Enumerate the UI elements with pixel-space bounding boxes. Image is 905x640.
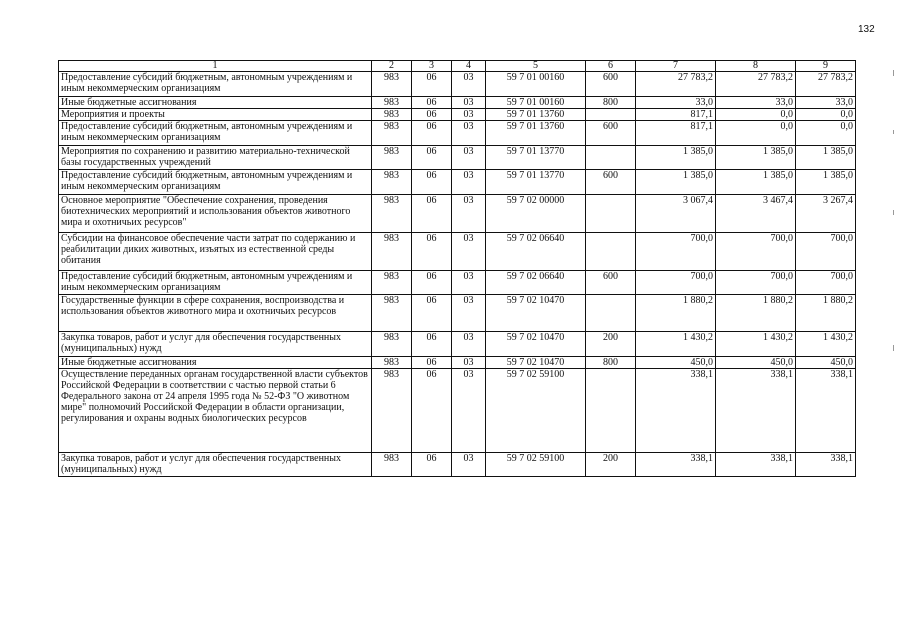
cell-amount-col8: 33,0: [716, 97, 796, 109]
row-name: Осуществление переданных органам государственной власти субъектов Российской Федерации в соответствии с частью первой статьи 6 Федерального закона от 24 апреля 1995 года № 52-ФЗ "О животном мире" полномочий Российской Федерации в области организации, регулирования и охраны водных биологических ресурсов: [59, 369, 372, 453]
table-row: [59, 332, 856, 357]
cell-expense-type: [586, 369, 636, 453]
cell-amount-col8: 1 430,2: [716, 332, 796, 357]
cell-target-article: 59 7 02 59100: [486, 369, 586, 453]
cell-amount-col7: 33,0: [636, 97, 716, 109]
table-row: [59, 109, 856, 121]
row-name: Предоставление субсидий бюджетным, автономным учреждениям и иным некоммерческим организациям: [59, 72, 372, 97]
cell-admin-code: 983: [372, 72, 412, 97]
cell-subsection: 03: [452, 233, 486, 271]
cell-admin-code: 983: [372, 109, 412, 121]
cell-subsection: 03: [452, 170, 486, 195]
cell-target-article: 59 7 02 10470: [486, 357, 586, 369]
table-row: [59, 295, 856, 332]
cell-amount-col8: 338,1: [716, 369, 796, 453]
cell-target-article: 59 7 01 13770: [486, 170, 586, 195]
row-name: Иные бюджетные ассигнования: [59, 357, 372, 369]
cell-amount-col8: 338,1: [716, 453, 796, 477]
cell-amount-col7: 3 067,4: [636, 195, 716, 233]
table-row: [59, 369, 856, 453]
column-header-7: 7: [636, 61, 716, 72]
cell-amount-col7: 338,1: [636, 453, 716, 477]
cell-amount-col9: 0,0: [796, 121, 856, 146]
cell-subsection: 03: [452, 271, 486, 295]
cell-target-article: 59 7 01 13760: [486, 109, 586, 121]
cell-amount-col7: 1 385,0: [636, 146, 716, 170]
column-header-6: 6: [586, 61, 636, 72]
cell-admin-code: 983: [372, 271, 412, 295]
column-header-5: 5: [486, 61, 586, 72]
cell-amount-col9: 338,1: [796, 453, 856, 477]
table-row: [59, 233, 856, 271]
cell-expense-type: [586, 146, 636, 170]
cell-amount-col8: 1 880,2: [716, 295, 796, 332]
cell-section: 06: [412, 146, 452, 170]
cell-amount-col9: 1 430,2: [796, 332, 856, 357]
cell-amount-col8: 700,0: [716, 233, 796, 271]
row-name: Предоставление субсидий бюджетным, автономным учреждениям и иным некоммерческим организациям: [59, 271, 372, 295]
cell-target-article: 59 7 02 06640: [486, 271, 586, 295]
table-row: [59, 72, 856, 97]
table-header-row: [59, 61, 856, 72]
cell-amount-col7: 700,0: [636, 233, 716, 271]
cell-subsection: 03: [452, 121, 486, 146]
cell-amount-col7: 450,0: [636, 357, 716, 369]
cell-expense-type: 200: [586, 453, 636, 477]
cell-amount-col9: 1 385,0: [796, 146, 856, 170]
scan-edge-mark: [893, 70, 894, 76]
cell-subsection: 03: [452, 357, 486, 369]
cell-amount-col9: 700,0: [796, 271, 856, 295]
table-row: [59, 121, 856, 146]
cell-subsection: 03: [452, 146, 486, 170]
cell-admin-code: 983: [372, 170, 412, 195]
column-header-1: 1: [59, 61, 372, 72]
cell-target-article: 59 7 01 13760: [486, 121, 586, 146]
row-name: Субсидии на финансовое обеспечение части затрат по содержанию и реабилитации диких животных, изъятых из естественной среды обитания: [59, 233, 372, 271]
cell-amount-col7: 1 430,2: [636, 332, 716, 357]
cell-amount-col8: 27 783,2: [716, 72, 796, 97]
cell-expense-type: 200: [586, 332, 636, 357]
cell-section: 06: [412, 332, 452, 357]
table-row: [59, 170, 856, 195]
cell-subsection: 03: [452, 295, 486, 332]
scan-edge-mark: [893, 130, 894, 134]
cell-section: 06: [412, 72, 452, 97]
row-name: Мероприятия и проекты: [59, 109, 372, 121]
table-row: [59, 195, 856, 233]
row-name: Закупка товаров, работ и услуг для обеспечения государственных (муниципальных) нужд: [59, 453, 372, 477]
table-row: [59, 146, 856, 170]
cell-section: 06: [412, 453, 452, 477]
cell-admin-code: 983: [372, 332, 412, 357]
row-name: Предоставление субсидий бюджетным, автономным учреждениям и иным некоммерческим организациям: [59, 121, 372, 146]
row-name: Мероприятия по сохранению и развитию материально-технической базы государственных учреждений: [59, 146, 372, 170]
cell-amount-col9: 450,0: [796, 357, 856, 369]
cell-amount-col7: 700,0: [636, 271, 716, 295]
cell-target-article: 59 7 02 10470: [486, 332, 586, 357]
scan-edge-mark: [893, 210, 894, 215]
cell-target-article: 59 7 01 13770: [486, 146, 586, 170]
cell-amount-col7: 817,1: [636, 109, 716, 121]
cell-section: 06: [412, 271, 452, 295]
cell-section: 06: [412, 121, 452, 146]
cell-subsection: 03: [452, 453, 486, 477]
cell-admin-code: 983: [372, 146, 412, 170]
cell-section: 06: [412, 195, 452, 233]
row-name: Закупка товаров, работ и услуг для обеспечения государственных (муниципальных) нужд: [59, 332, 372, 357]
row-name: Основное мероприятие "Обеспечение сохранения, проведения биотехнических мероприятий и использования объектов животного мира и охотничьих ресурсов": [59, 195, 372, 233]
cell-admin-code: 983: [372, 195, 412, 233]
cell-section: 06: [412, 369, 452, 453]
cell-expense-type: 800: [586, 357, 636, 369]
cell-amount-col7: 817,1: [636, 121, 716, 146]
cell-expense-type: 600: [586, 271, 636, 295]
cell-expense-type: [586, 109, 636, 121]
table-row: [59, 453, 856, 477]
cell-target-article: 59 7 01 00160: [486, 72, 586, 97]
scan-edge-mark: [893, 345, 894, 351]
table-row: [59, 97, 856, 109]
cell-section: 06: [412, 295, 452, 332]
cell-target-article: 59 7 01 00160: [486, 97, 586, 109]
budget-table: [58, 60, 856, 477]
cell-admin-code: 983: [372, 97, 412, 109]
cell-amount-col8: 450,0: [716, 357, 796, 369]
column-header-8: 8: [716, 61, 796, 72]
cell-expense-type: [586, 233, 636, 271]
cell-expense-type: [586, 295, 636, 332]
page-number: 132: [858, 24, 875, 35]
cell-target-article: 59 7 02 06640: [486, 233, 586, 271]
cell-admin-code: 983: [372, 357, 412, 369]
cell-amount-col8: 3 467,4: [716, 195, 796, 233]
cell-subsection: 03: [452, 97, 486, 109]
cell-expense-type: 600: [586, 72, 636, 97]
cell-section: 06: [412, 109, 452, 121]
cell-amount-col8: 0,0: [716, 109, 796, 121]
cell-amount-col8: 700,0: [716, 271, 796, 295]
cell-subsection: 03: [452, 72, 486, 97]
row-name: Иные бюджетные ассигнования: [59, 97, 372, 109]
cell-section: 06: [412, 97, 452, 109]
cell-amount-col8: 1 385,0: [716, 146, 796, 170]
column-header-3: 3: [412, 61, 452, 72]
cell-admin-code: 983: [372, 295, 412, 332]
cell-amount-col7: 27 783,2: [636, 72, 716, 97]
cell-amount-col9: 1 880,2: [796, 295, 856, 332]
table-row: [59, 357, 856, 369]
column-header-4: 4: [452, 61, 486, 72]
cell-amount-col8: 1 385,0: [716, 170, 796, 195]
cell-amount-col8: 0,0: [716, 121, 796, 146]
table-row: [59, 271, 856, 295]
cell-amount-col9: 700,0: [796, 233, 856, 271]
cell-expense-type: 800: [586, 97, 636, 109]
cell-amount-col9: 1 385,0: [796, 170, 856, 195]
cell-amount-col9: 3 267,4: [796, 195, 856, 233]
cell-amount-col7: 1 880,2: [636, 295, 716, 332]
cell-expense-type: [586, 195, 636, 233]
cell-amount-col9: 33,0: [796, 97, 856, 109]
cell-subsection: 03: [452, 195, 486, 233]
cell-subsection: 03: [452, 369, 486, 453]
cell-section: 06: [412, 233, 452, 271]
cell-target-article: 59 7 02 10470: [486, 295, 586, 332]
cell-section: 06: [412, 170, 452, 195]
cell-section: 06: [412, 357, 452, 369]
cell-expense-type: 600: [586, 170, 636, 195]
cell-target-article: 59 7 02 00000: [486, 195, 586, 233]
cell-amount-col9: 338,1: [796, 369, 856, 453]
cell-admin-code: 983: [372, 121, 412, 146]
cell-amount-col9: 27 783,2: [796, 72, 856, 97]
column-header-2: 2: [372, 61, 412, 72]
cell-admin-code: 983: [372, 453, 412, 477]
table-body: [59, 72, 856, 477]
cell-amount-col9: 0,0: [796, 109, 856, 121]
cell-amount-col7: 1 385,0: [636, 170, 716, 195]
cell-subsection: 03: [452, 332, 486, 357]
cell-admin-code: 983: [372, 233, 412, 271]
cell-subsection: 03: [452, 109, 486, 121]
cell-expense-type: 600: [586, 121, 636, 146]
cell-target-article: 59 7 02 59100: [486, 453, 586, 477]
column-header-9: 9: [796, 61, 856, 72]
row-name: Предоставление субсидий бюджетным, автономным учреждениям и иным некоммерческим организациям: [59, 170, 372, 195]
cell-admin-code: 983: [372, 369, 412, 453]
cell-amount-col7: 338,1: [636, 369, 716, 453]
row-name: Государственные функции в сфере сохранения, воспроизводства и использования объектов животного мира и охотничьих ресурсов: [59, 295, 372, 332]
